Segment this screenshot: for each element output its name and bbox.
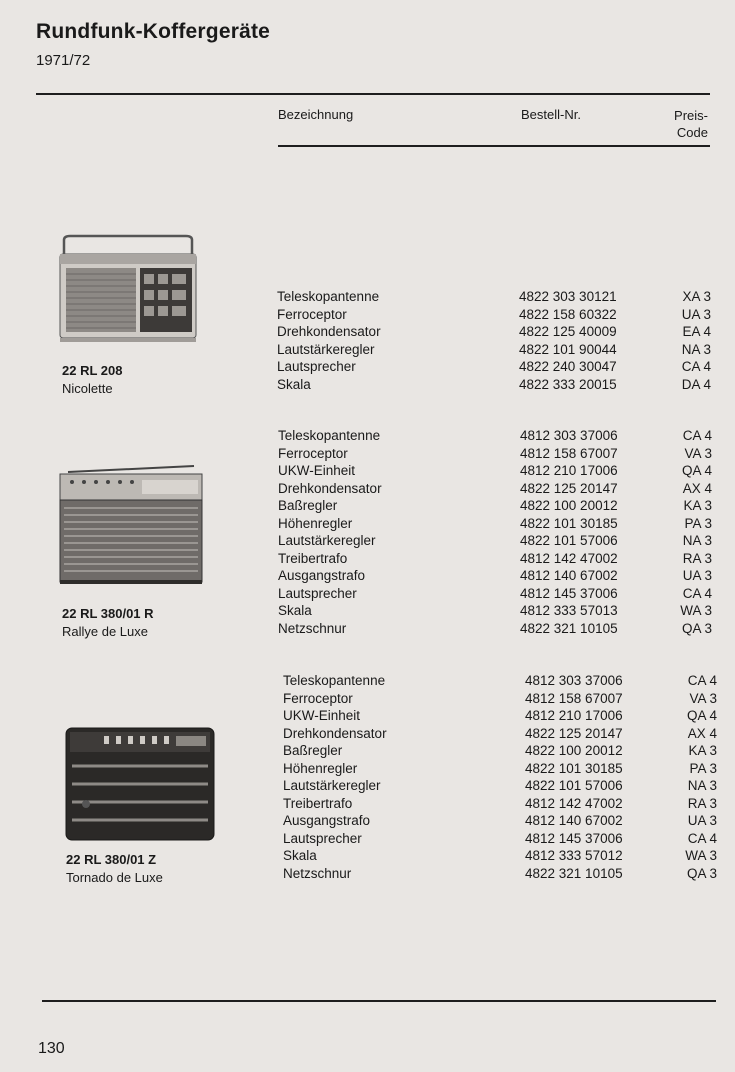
- part-price-code: NA 3: [682, 533, 712, 548]
- part-price-code: UA 3: [687, 813, 717, 828]
- part-order-no: 4822 125 20147: [520, 480, 618, 496]
- radio-nicolette-image: [58, 232, 198, 352]
- part-name: Skala: [283, 848, 317, 863]
- column-header-name: Bezeichnung: [278, 107, 354, 122]
- part-name: Ferroceptor: [278, 445, 348, 461]
- part-price-code: AX 4: [687, 725, 717, 741]
- model-number: 22 RL 208: [62, 363, 123, 378]
- part-name: Skala: [278, 603, 312, 618]
- part-order-no: 4812 333 57013: [520, 603, 618, 618]
- part-order-no: 4822 158 60322: [519, 306, 617, 322]
- part-name: Lautsprecher: [277, 359, 356, 374]
- part-name: Lautstärkeregler: [277, 341, 375, 357]
- model-rallye-label: [62, 605, 154, 641]
- part-name: Treibertrafo: [283, 795, 353, 811]
- model-name: Tornado de Luxe: [66, 870, 163, 885]
- part-order-no: 4822 101 30185: [525, 760, 623, 776]
- part-price-code: UA 3: [681, 306, 711, 322]
- part-order-no: 4812 333 57012: [525, 848, 623, 863]
- part-order-no: 4822 101 57006: [525, 778, 623, 793]
- part-name: Lautstärkeregler: [283, 778, 381, 793]
- part-price-code: NA 3: [687, 778, 717, 793]
- part-order-no: 4812 210 17006: [520, 463, 618, 478]
- part-name: Baßregler: [278, 498, 338, 513]
- part-price-code: QA 3: [686, 865, 717, 881]
- part-name: Drehkondensator: [277, 324, 381, 339]
- part-price-code: QA 4: [686, 708, 717, 723]
- part-name: Ausgangstrafo: [283, 813, 371, 828]
- column-header-price-code-line2: Code: [676, 125, 708, 140]
- part-name: Skala: [277, 376, 311, 392]
- part-name: Lautsprecher: [283, 830, 362, 846]
- page-number: 130: [38, 1040, 65, 1057]
- part-price-code: CA 4: [681, 359, 711, 374]
- part-name: Netzschnur: [278, 620, 347, 636]
- part-order-no: 4812 158 67007: [520, 445, 618, 461]
- part-price-code: RA 3: [687, 795, 717, 811]
- part-order-no: 4822 101 90044: [519, 341, 617, 357]
- part-price-code: EA 4: [682, 324, 711, 339]
- part-price-code: NA 3: [681, 341, 711, 357]
- part-name: Netzschnur: [283, 865, 352, 881]
- part-order-no: 4822 321 10105: [525, 865, 623, 881]
- part-price-code: VA 3: [689, 690, 717, 706]
- bottom-rule: [42, 1000, 716, 1002]
- part-price-code: KA 3: [688, 743, 717, 758]
- radio-rallye-image: [58, 462, 204, 588]
- part-order-no: 4812 303 37006: [520, 428, 618, 443]
- part-price-code: CA 4: [682, 585, 712, 601]
- part-price-code: RA 3: [682, 550, 712, 566]
- part-order-no: 4812 158 67007: [525, 690, 623, 706]
- part-name: Ferroceptor: [277, 306, 347, 322]
- part-order-no: 4812 142 47002: [525, 795, 623, 811]
- part-name: Ausgangstrafo: [278, 568, 366, 583]
- part-name: Teleskopantenne: [277, 289, 380, 304]
- part-price-code: KA 3: [683, 498, 712, 513]
- part-order-no: 4822 125 40009: [519, 324, 617, 339]
- part-order-no: 4822 101 57006: [520, 533, 618, 548]
- part-price-code: PA 3: [689, 760, 717, 776]
- model-nicolette-label: [62, 362, 122, 398]
- part-price-code: PA 3: [684, 515, 712, 531]
- model-number: 22 RL 380/01 Z: [66, 852, 157, 867]
- part-name: Höhenregler: [283, 760, 358, 776]
- part-order-no: 4822 100 20012: [520, 498, 618, 513]
- part-name: Teleskopantenne: [278, 428, 381, 443]
- part-order-no: 4812 303 37006: [525, 673, 623, 688]
- part-price-code: QA 4: [681, 463, 712, 478]
- part-price-code: VA 3: [684, 445, 712, 461]
- part-name: Drehkondensator: [283, 725, 387, 741]
- radio-tornado-image: [64, 722, 216, 844]
- part-order-no: 4822 240 30047: [519, 359, 617, 374]
- model-number: 22 RL 380/01 R: [62, 606, 154, 621]
- part-price-code: UA 3: [682, 568, 712, 583]
- part-order-no: 4812 210 17006: [525, 708, 623, 723]
- part-order-no: 4812 145 37006: [520, 585, 618, 601]
- part-name: Lautstärkeregler: [278, 533, 376, 548]
- model-name: Rallye de Luxe: [62, 624, 148, 639]
- part-name: Ferroceptor: [283, 690, 353, 706]
- part-order-no: 4822 100 20012: [525, 743, 623, 758]
- column-header-price-code-line1: Preis-: [674, 108, 708, 123]
- column-header-price-code: [660, 107, 708, 141]
- page-title: Rundfunk-Koffergeräte: [36, 20, 271, 43]
- part-price-code: WA 3: [680, 603, 712, 618]
- header-rule: [278, 145, 710, 147]
- part-name: Lautsprecher: [278, 585, 357, 601]
- model-name: Nicolette: [62, 381, 113, 396]
- part-price-code: CA 4: [687, 830, 717, 846]
- part-order-no: 4812 140 67002: [520, 568, 618, 583]
- part-name: Baßregler: [283, 743, 343, 758]
- part-order-no: 4812 145 37006: [525, 830, 623, 846]
- top-rule: [36, 93, 710, 95]
- part-name: Höhenregler: [278, 515, 353, 531]
- part-order-no: 4822 333 20015: [519, 376, 617, 392]
- part-order-no: 4822 303 30121: [519, 289, 617, 304]
- part-price-code: DA 4: [681, 376, 711, 392]
- model-tornado-label: [66, 851, 163, 887]
- part-name: Drehkondensator: [278, 480, 382, 496]
- part-order-no: 4812 140 67002: [525, 813, 623, 828]
- column-header-order-no: Bestell-Nr.: [521, 107, 581, 122]
- part-name: UKW-Einheit: [283, 708, 361, 723]
- part-name: UKW-Einheit: [278, 463, 356, 478]
- part-price-code: XA 3: [682, 289, 711, 304]
- part-name: Teleskopantenne: [283, 673, 386, 688]
- part-price-code: AX 4: [682, 480, 712, 496]
- part-order-no: 4822 125 20147: [525, 725, 623, 741]
- part-price-code: WA 3: [685, 848, 717, 863]
- page-subtitle: 1971/72: [36, 52, 91, 69]
- part-order-no: 4812 142 47002: [520, 550, 618, 566]
- part-price-code: QA 3: [681, 620, 712, 636]
- part-order-no: 4822 321 10105: [520, 620, 618, 636]
- part-price-code: CA 4: [687, 673, 717, 688]
- part-name: Treibertrafo: [278, 550, 348, 566]
- part-order-no: 4822 101 30185: [520, 515, 618, 531]
- part-price-code: CA 4: [682, 428, 712, 443]
